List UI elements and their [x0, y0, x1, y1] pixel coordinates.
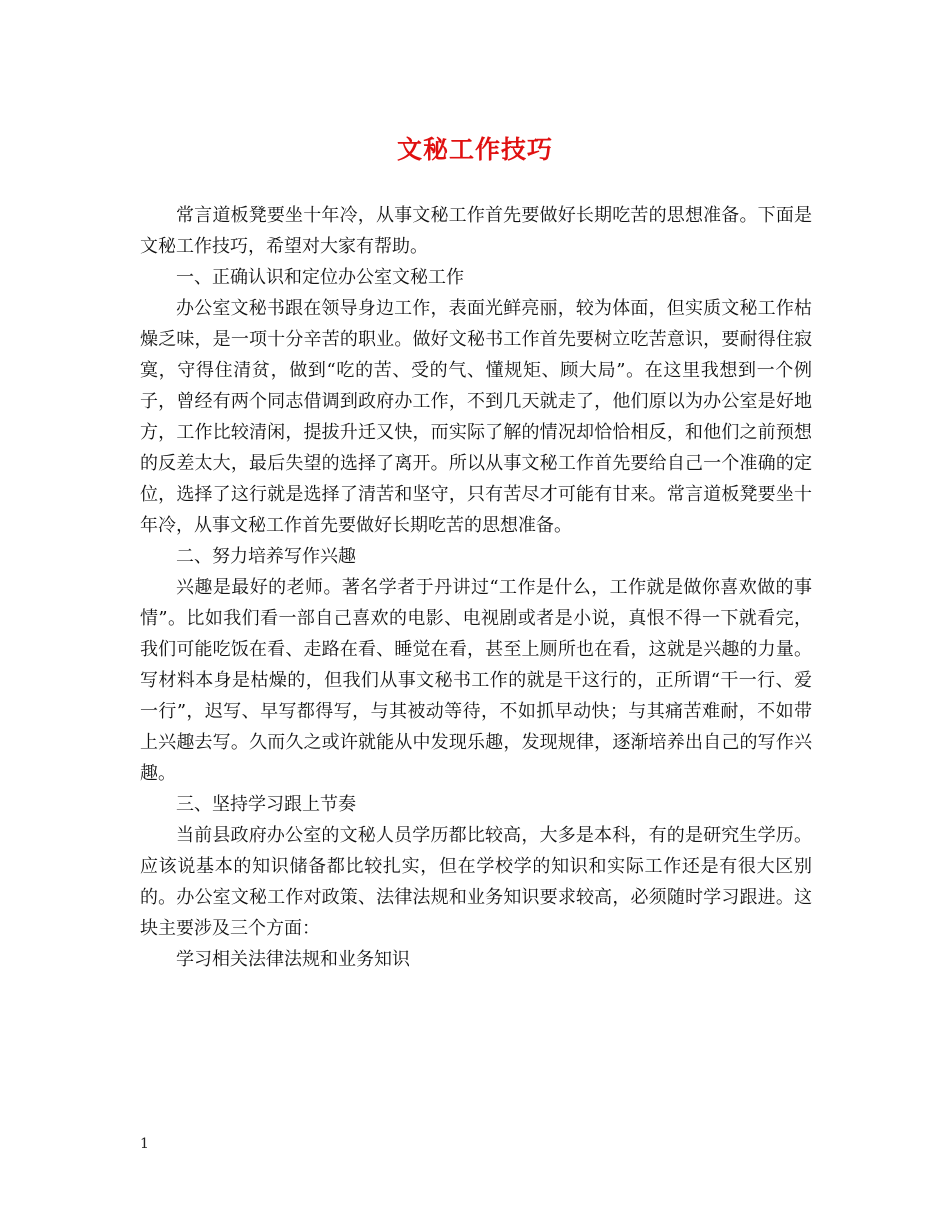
page-number: 1: [140, 1136, 149, 1152]
intro-paragraph: 常言道板凳要坐十年冷，从事文秘工作首先要做好长期吃苦的思想准备。下面是文秘工作技巧，希望对大家有帮助。: [140, 205, 812, 257]
document-title: 文秘工作技巧: [396, 135, 553, 164]
section-heading-1: 一、正确认识和定位办公室文秘工作: [176, 267, 464, 288]
section-3-paragraph: 当前县政府办公室的文秘人员学历都比较高，大多是本科，有的是研究生学历。应该说基本的知识储备都比较扎实，但在学校学的知识和实际工作还是有很大区别的。办公室文秘工作对政策、法律法规和业务知识要求较高，必须随时学习跟进。这块主要涉及三个方面：: [140, 825, 812, 939]
section-2-paragraph: 兴趣是最好的老师。著名学者于丹讲过“工作是什么，工作就是做你喜欢做的事情”。比如我们看一部自己喜欢的电影、电视剧或者是小说，真恨不得一下就看完，我们可能吃饭在看、走路在看、睡觉在看，甚至上厕所也在看，这就是兴趣的力量。写材料本身是枯燥的，但我们从事文秘书工作的就是干这行的，正所谓“干一行、爱一行”，迟写、早写都得写，与其被动等待，不如抓早动快；与其痛苦难耐，不如带上兴趣去写。久而久之或许就能从中发现乐趣，发现规律，逐渐培养出自己的写作兴趣。: [140, 577, 812, 784]
document-body: [140, 200, 812, 975]
section-heading-2: 二、努力培养写作兴趣: [176, 546, 356, 567]
subsection-heading: 学习相关法律法规和业务知识: [176, 949, 410, 970]
section-1-paragraph: 办公室文秘书跟在领导身边工作，表面光鲜亮丽，较为体面，但实质文秘工作枯燥乏味，是一项十分辛苦的职业。做好文秘书工作首先要树立吃苦意识，要耐得住寂寞，守得住清贫，做到“吃的苦、受的气、懂规矩、顾大局”。在这里我想到一个例子，曾经有两个同志借调到政府办工作，不到几天就走了，他们原以为办公室是好地方，工作比较清闲，提拔升迁又快，而实际了解的情况却恰恰相反，和他们之前预想的反差太大，最后失望的选择了离开。所以从事文秘工作首先要给自己一个准确的定位，选择了这行就是选择了清苦和坚守，只有苦尽才可能有甘来。常言道板凳要坐十年冷，从事文秘工作首先要做好长期吃苦的思想准备。: [140, 298, 812, 536]
section-heading-3: 三、坚持学习跟上节奏: [176, 794, 356, 815]
